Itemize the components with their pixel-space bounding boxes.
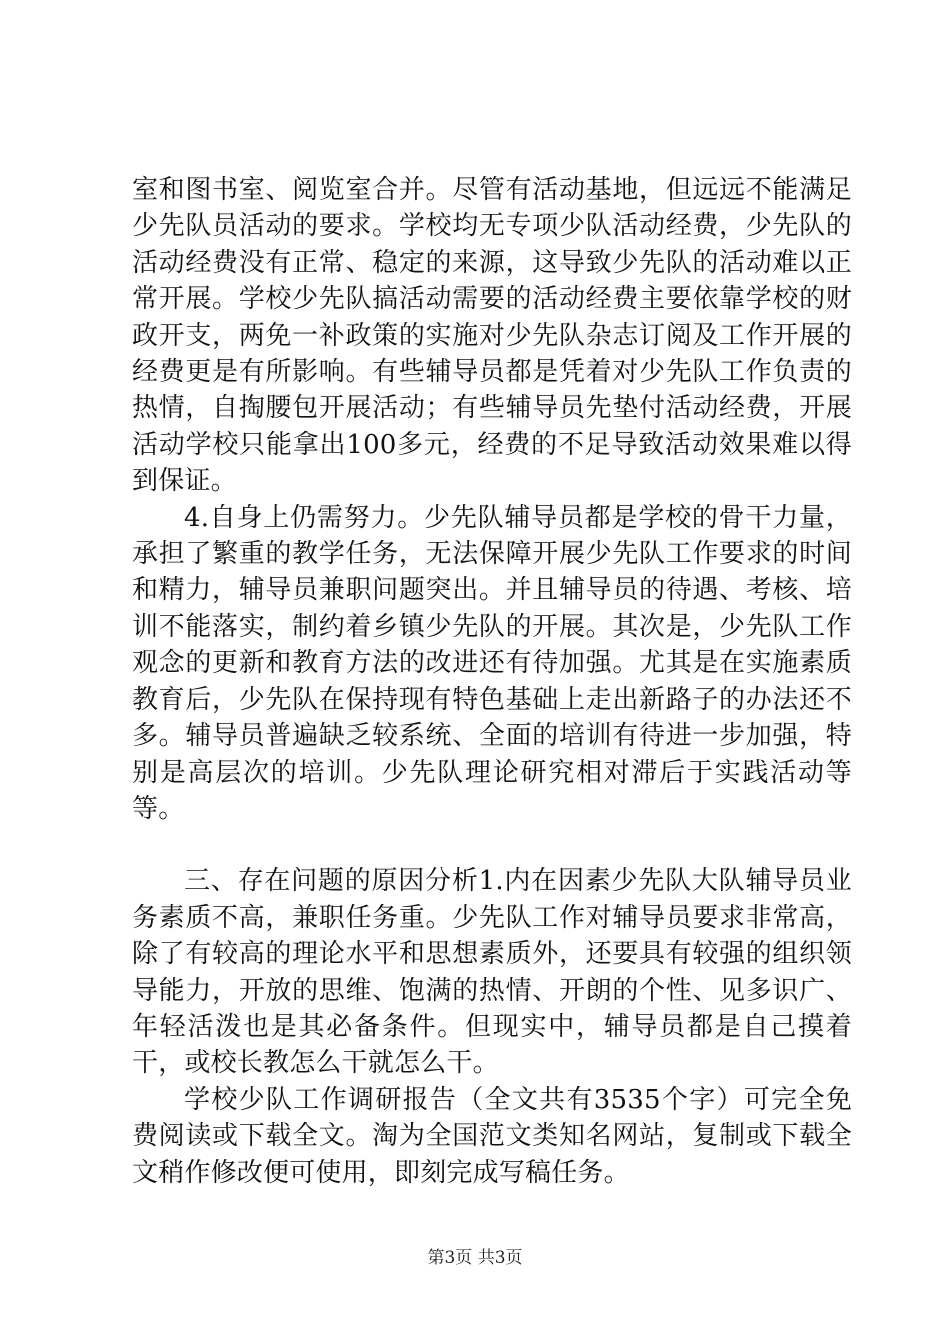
page-number-footer: 第3页 共3页 (427, 1248, 523, 1268)
paragraph-download-notice: 学校少队工作调研报告（全文共有3535个字）可完全免费阅读或下载全文。淘为全国范文类知名网站，复制或下载全文稍作修改便可使用，即刻完成写稿任务。 (132, 1084, 852, 1188)
document-body (132, 172, 852, 1191)
paragraph-gap (132, 827, 852, 863)
paragraph-cause-analysis: 三、存在问题的原因分析1.内在因素少先队大队辅导员业务素质不高，兼职任务重。少先队工作对辅导员要求非常高，除了有较高的理论水平和思想素质外，还要具有较强的组织领导能力，开放的思维、饱满的热情、开朗的个性、见多识广、年轻活泼也是其必备条件。但现实中，辅导员都是自己摸着干，或校长教怎么干就怎么干。 (132, 866, 852, 1079)
paragraph-continuation: 室和图书室、阅览室合并。尽管有活动基地，但远远不能满足少先队员活动的要求。学校均无专项少队活动经费，少先队的活动经费没有正常、稳定的来源，这导致少先队的活动难以正常开展。学校少先队搞活动需要的活动经费主要依靠学校的财政开支，两免一补政策的实施对少先队杂志订阅及工作开展的经费更是有所影响。有些辅导员都是凭着对少先队工作负责的热情，自掏腰包开展活动；有些辅导员先垫付活动经费，开展活动学校只能拿出100多元，经费的不足导致活动效果难以得到保证。 (132, 175, 852, 497)
paragraph-self-improvement: 4.自身上仍需努力。少先队辅导员都是学校的骨干力量，承担了繁重的教学任务，无法保障开展少先队工作要求的时间和精力，辅导员兼职问题突出。并且辅导员的待遇、考核、培训不能落实，制约着乡镇少先队的开展。其次是，少先队工作观念的更新和教育方法的改进还有待加强。尤其是在实施素质教育后，少先队在保持现有特色基础上走出新路子的办法还不多。辅导员普遍缺乏较系统、全面的培训有待进一步加强，特别是高层次的培训。少先队理论研究相对滞后于实践活动等等。 (132, 502, 852, 824)
